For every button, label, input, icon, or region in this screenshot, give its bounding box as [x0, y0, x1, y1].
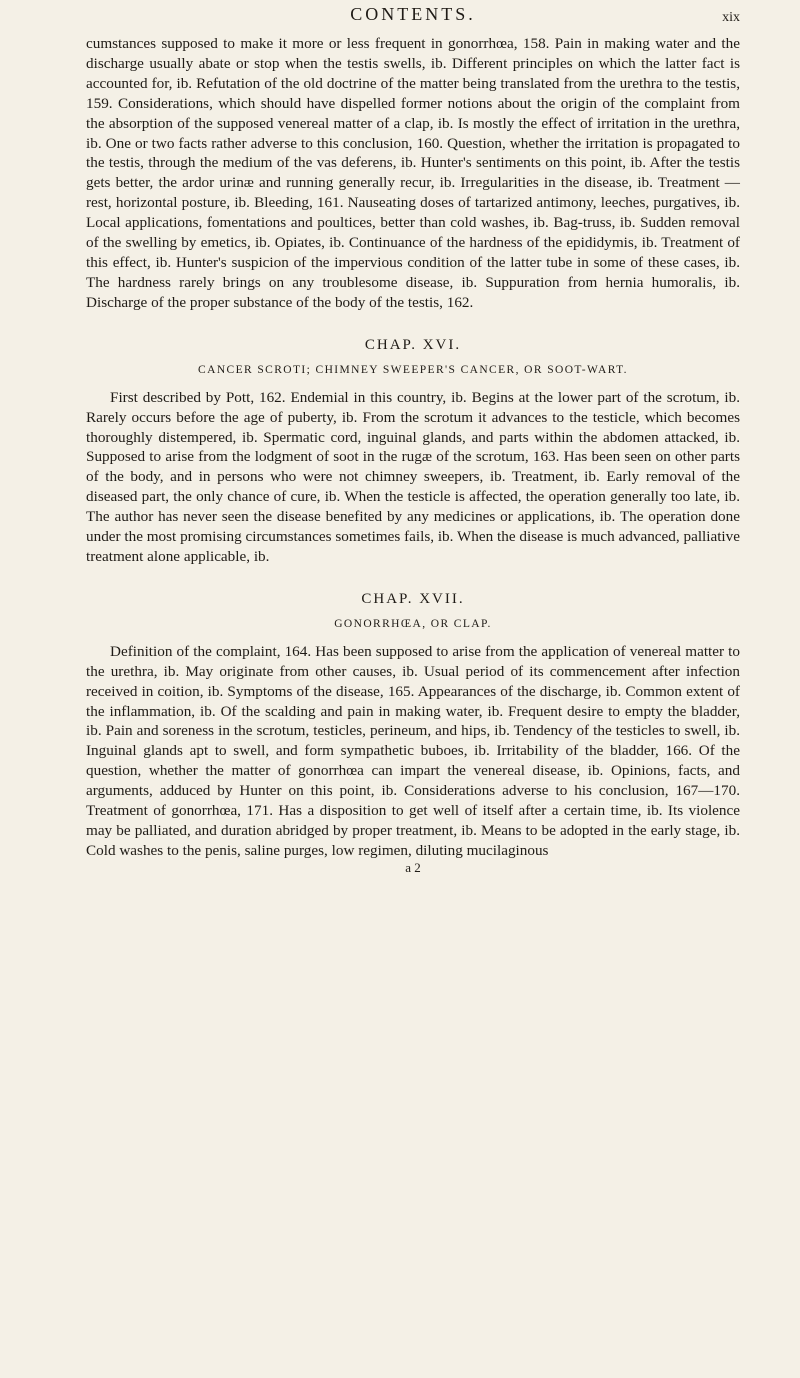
chapter-17-paragraph: Definition of the complaint, 164. Has been supposed to arise from the application of venereal matter to the urethra, ib. May originate from other causes, ib. Usual period of its commencement after infection received in coition, ib. Symptoms of the disease, 165. Appearances of the discharge, ib. Common extent of the inflammation, ib. Of the scalding and pain in making water, ib. Frequent desire to empty the bladder, ib. Pain and soreness in the scrotum, testicles, perineum, and hips, ib. Tendency of the testicles to swell, ib. Inguinal glands apt to swell, and form sympathetic buboes, ib. Irritability of the bladder, 166. Of the question, whether the matter of gonorrhœa can impart the venereal disease, ib. Opinions, facts, and arguments, adduced by Hunter on this point, ib. Considerations adverse to his conclusion, 167—170. Treatment of gonorrhœa, 171. Has a disposition to get well of itself after a certain time, ib. Its violence may be palliated, and duration abridged by proper treatment, ib. Means to be adopted in the early stage, ib. Cold washes to the penis, saline purges, low regimen, diluting mucilaginous	[86, 642, 740, 859]
chapter-16-subheading: CANCER SCROTI; CHIMNEY SWEEPER'S CANCER, OR SOOT-WART.	[198, 363, 628, 376]
page-number: xix	[722, 10, 740, 25]
running-header	[86, 0, 740, 34]
continued-paragraph: cumstances supposed to make it more or less frequent in gonorrhœa, 158. Pain in making water and the discharge usually abate or stop when the testis swells, ib. Different principles on which the latter fact is accounted for, ib. Refutation of the old doctrine of the matter being translated from the urethra to the testis, 159. Considerations, which should have dispelled former notions about the origin of the complaint from the absorption of the supposed venereal matter of a clap, ib. Is mostly the effect of irritation in the urethra, ib. One or two facts rather adverse to this conclusion, 160. Question, whether the irritation is propagated to the testis, through the medium of the vas deferens, ib. Hunter's sentiments on this point, ib. After the testis gets better, the ardor urinæ and running generally recur, ib. Irregularities in the disease, ib. Treatment — rest, horizontal posture, ib. Bleeding, 161. Nauseating doses of tartarized antimony, leeches, purgatives, ib. Local applications, fomentations and poultices, better than cold washes, ib. Bag-truss, ib. Sudden removal of the swelling by emetics, ib. Opiates, ib. Continuance of the hardness of the epididymis, ib. Treatment of this effect, ib. Hunter's suspicion of the impervious condition of the latter tube in some of these cases, ib. The hardness rarely brings on any troublesome disease, ib. Suppuration from hernia humoralis, ib. Discharge of the proper substance of the body of the testis, 162.	[86, 35, 740, 311]
chapter-16-paragraph: First described by Pott, 162. Endemial in this country, ib. Begins at the lower part of the scrotum, ib. Rarely occurs before the age of puberty, ib. From the scrotum it advances to the testicle, which becomes thoroughly distempered, ib. Spermatic cord, inguinal glands, and parts within the abdomen attacked, ib. Supposed to arise from the lodgment of soot in the rugæ of the scrotum, 163. Has been seen on other parts of the body, and in persons who were not chimney sweepers, ib. Treatment, ib. Early removal of the diseased part, the only chance of cure, ib. When the testicle is affected, the operation generally too late, ib. The author has never seen the disease benefited by any medicines or applications, ib. The operation done under the most promising circumstances sometimes fails, ib. When the disease is much advanced, palliative treatment alone applicable, ib.	[86, 388, 740, 565]
page-title: CONTENTS.	[350, 4, 476, 24]
chapter-16-heading: CHAP. XVI.	[364, 336, 462, 353]
chapter-17-heading: CHAP. XVII.	[361, 590, 465, 607]
chapter-17-subheading: GONORRHŒA, OR CLAP.	[334, 617, 492, 630]
signature-mark: a 2	[405, 859, 421, 875]
